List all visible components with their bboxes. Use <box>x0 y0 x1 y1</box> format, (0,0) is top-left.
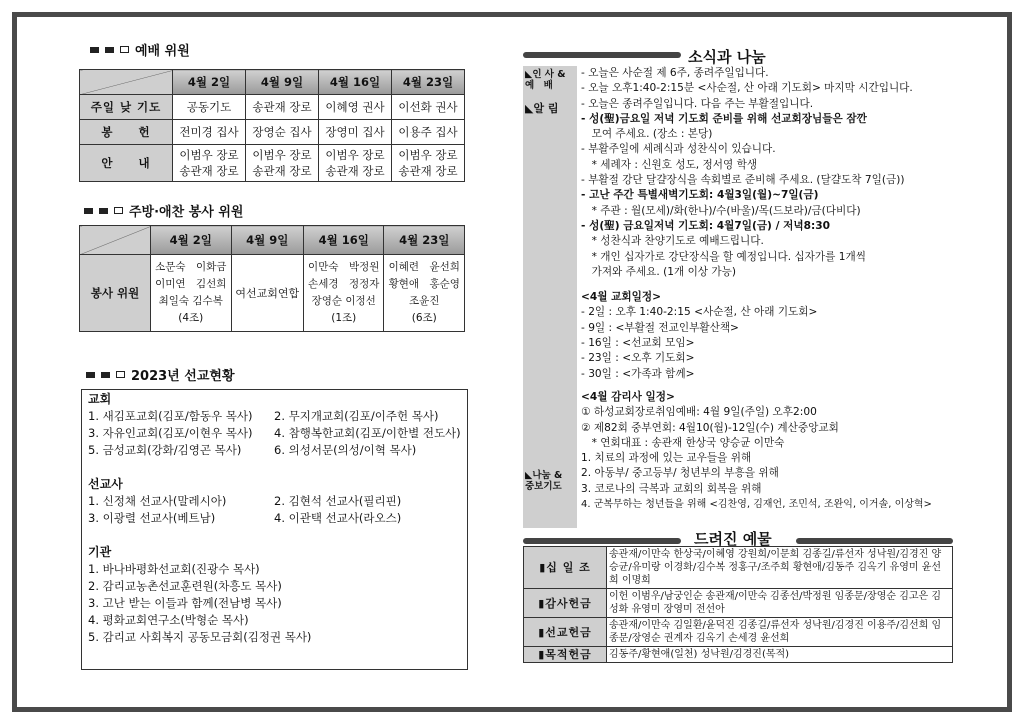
notice-line: - 고난 주간 특별새벽기도회: 4월3일(월)~7일(금) <box>581 189 819 202</box>
offering-label-purpose: ▮목적헌금 <box>524 647 607 663</box>
date-header: 4월 23일 <box>384 226 465 255</box>
april-line: - 9일 : <부활절 전교인부활산책> <box>581 321 739 334</box>
april-line: - 2일 : 오후 1:40-2:15 <사순절, 산 아래 기도회> <box>581 306 818 319</box>
bullet-square-icon <box>84 208 93 214</box>
offering-names: 이헌 이범우/남궁인순 송관재/이만숙 김종선/박정원 임종문/장영순 김고은 김성화 유영미 장영미 전선아 <box>607 589 953 618</box>
greeting-line: - 오늘은 사순절 제 6주, 종려주일입니다. <box>581 67 769 79</box>
service-table <box>79 225 465 332</box>
worship-heading-text: 예배 위원 <box>135 44 190 59</box>
bullet-square-icon <box>86 372 95 378</box>
service-heading <box>84 201 243 220</box>
table-cell: 이범우 장로 송관재 장로 <box>173 145 246 182</box>
bullet-square-outline-icon <box>116 371 125 378</box>
table-cell: 이혜련 윤선희 황현애 홍순영 조윤진 (6조) <box>384 255 465 332</box>
list-item-text: 4. 이관택 선교사(라오스) <box>274 511 402 525</box>
triangle-icon: ◣ <box>525 470 533 481</box>
offering-label-thanks: ▮감사헌금 <box>524 589 607 618</box>
notice-line: * 세례자 : 신원호 성도, 정서영 학생 <box>581 158 758 171</box>
table-cell: 이범우 장로 송관재 장로 <box>392 145 465 182</box>
notice-line: * 개인 십자가로 강단장식을 할 예정입니다. 십자가를 1개씩 <box>581 250 866 263</box>
date-header: 4월 9일 <box>231 226 303 255</box>
date-header: 4월 2일 <box>173 70 246 95</box>
table-cell: 전미경 집사 <box>173 120 246 145</box>
district-line: ② 제82회 중부연회: 4월10(월)-12일(수) 계산중앙교회 <box>581 421 839 434</box>
notice-line: - 성(聖) 금요일저녁 기도회: 4월7일(금) / 저녁8:30 <box>581 219 830 232</box>
title-bar <box>523 52 681 58</box>
bullet-square-outline-icon <box>114 207 123 214</box>
row-label-service: 봉사 위원 <box>80 255 151 332</box>
list-item <box>88 425 461 442</box>
list-item-text: 3. 자유인교회(김포/이현우 목사) <box>88 426 253 440</box>
offering-names: 송관재/이만숙 김일환/윤덕진 김종길/류선자 성낙원/김경진 이용주/김선희 임종문/장영순 권계자 김옥기 손세경 윤선희 <box>607 618 953 647</box>
table-cell: 이만숙 박정원 손세경 정정자 장영순 이정선 (1조) <box>303 255 384 332</box>
table-cell: 장영미 집사 <box>319 120 392 145</box>
april-line: - 30일 : <가족과 함께> <box>581 367 695 380</box>
april-line: - 23일 : <오후 기도회> <box>581 352 695 365</box>
worship-heading <box>90 40 190 59</box>
offerings-title: 드려진 예물 <box>694 530 772 548</box>
notice-line: 모여 주세요. (장소 : 본당) <box>581 128 713 141</box>
table-cell: 이혜영 권사 <box>319 95 392 120</box>
news-title: 소식과 나눔 <box>688 48 766 66</box>
april-title: <4월 교회일정> <box>581 291 661 304</box>
table-cell: 이선화 권사 <box>392 95 465 120</box>
list-item: 4. 평화교회연구소(박형순 목사) <box>88 613 249 627</box>
list-item: 2. 감리교농촌선교훈련원(차흥도 목사) <box>88 579 282 593</box>
bullet-square-outline-icon <box>120 46 129 53</box>
date-header: 4월 16일 <box>303 226 384 255</box>
date-header: 4월 9일 <box>246 70 319 95</box>
label-notices <box>525 103 559 114</box>
list-item: 3. 고난 받는 이들과 함께(전남병 목사) <box>88 596 282 610</box>
news-sidebar <box>523 66 577 528</box>
list-item-text: 4. 참행복한교회(김포/이한별 전도사) <box>274 426 461 440</box>
label-greeting-text: 인 사 & 예 배 <box>525 69 566 91</box>
list-item <box>88 442 461 459</box>
mission-heading <box>86 365 235 384</box>
date-header: 4월 23일 <box>392 70 465 95</box>
table-cell: 송관재 장로 <box>246 95 319 120</box>
date-header: 4월 2일 <box>151 226 232 255</box>
prayer-line: 1. 치료의 과정에 있는 교우들을 위해 <box>581 452 752 465</box>
row-label-usher: 안 내 <box>80 145 173 182</box>
bullet-square-icon <box>90 47 99 53</box>
notice-line: * 성찬식과 찬양기도로 예배드립니다. <box>581 235 764 248</box>
table-cell: 장영순 집사 <box>246 120 319 145</box>
row-label-offering: 봉 헌 <box>80 120 173 145</box>
district-line: * 연회대표 : 송관재 한상국 양승균 이만숙 <box>581 436 785 449</box>
notice-line: - 오늘은 종려주일입니다. 다음 주는 부활절입니다. <box>581 97 814 110</box>
triangle-icon: ◣ <box>525 69 533 80</box>
notice-line: - 성(聖)금요일 저녁 기도회 준비를 위해 선교회장님들은 잠깐 <box>581 112 867 125</box>
list-item: 5. 감리교 사회복지 공동모금회(김정권 목사) <box>88 630 312 644</box>
list-item: 1. 바나바평화선교회(진광수 목사) <box>88 562 260 576</box>
list-item-text: 6. 의성서문(의성/이혁 목사) <box>274 443 417 457</box>
bullet-square-icon <box>99 208 108 214</box>
april-line: - 16일 : <선교회 모임> <box>581 337 695 350</box>
worship-table <box>79 69 465 182</box>
mission-heading-text: 2023년 선교현황 <box>131 369 235 384</box>
triangle-icon: ◣ <box>525 102 534 115</box>
list-item <box>88 493 461 510</box>
prayer-line: 4. 군복무하는 청년들을 위해 <김찬영, 김재언, 조민석, 조완익, 이거솔, 이상혁> <box>581 499 932 511</box>
table-cell: 소문숙 이화금 이미연 김선희 최일숙 김수복 (4조) <box>151 255 232 332</box>
list-item-text: 2. 김현석 선교사(필리핀) <box>274 494 402 508</box>
table-row <box>524 647 953 663</box>
table-row <box>524 589 953 618</box>
table-cell: 이범우 장로 송관재 장로 <box>319 145 392 182</box>
service-heading-text: 주방·애찬 봉사 위원 <box>129 205 244 220</box>
list-item-text: 1. 새김포교회(김포/함동우 목사) <box>88 409 253 423</box>
table-row <box>524 547 953 589</box>
label-prayer-text: 나눔 & 중보기도 <box>525 470 563 492</box>
bullet-square-icon <box>105 47 114 53</box>
title-bar <box>796 538 953 544</box>
news-section <box>523 66 949 528</box>
table-cell: 이범우 장로 송관재 장로 <box>246 145 319 182</box>
bullet-square-icon <box>101 372 110 378</box>
list-item-text: 3. 이광렬 선교사(베트남) <box>88 511 216 525</box>
table-row <box>524 618 953 647</box>
table-cell: 여선교회연합 <box>231 255 303 332</box>
list-item-text: 5. 금성교회(강화/김영곤 목사) <box>88 443 242 457</box>
row-label-prayer: 주일 낮 기도 <box>80 95 173 120</box>
list-item-text: 1. 신정채 선교사(말레시아) <box>88 494 227 508</box>
list-item <box>88 408 461 425</box>
district-title: <4월 감리사 일정> <box>581 390 675 403</box>
prayer-line: 2. 아동부/ 중고등부/ 청년부의 부흥을 위해 <box>581 467 779 480</box>
greeting-line <box>581 81 953 96</box>
table-cell: 공동기도 <box>173 95 246 120</box>
greeting-line-text: - 오늘 오후1:40-2:15분 <사순절, 산 아래 기도회> 마지막 시간입니다. <box>581 82 913 95</box>
offering-label-mission: ▮선교헌금 <box>524 618 607 647</box>
notice-line: 가져와 주세요. (1개 이상 가능) <box>581 265 737 278</box>
title-bar <box>523 538 681 544</box>
prayer-line: 3. 코로나의 극복과 교회의 회복을 위해 <box>581 482 762 495</box>
table-corner <box>80 70 173 95</box>
offerings-table <box>523 546 953 663</box>
orgs-title: 기관 <box>88 545 112 559</box>
offering-names: 송관재/이만숙 한상국/이혜영 강원희/이문희 김종길/류선자 성낙원/김경진 양승균/유미랑 이경화/김수복 정홍구/조주희 황현애/김동주 김옥기 유영미 윤선희 이명희 <box>607 547 953 589</box>
churches-title: 교회 <box>88 392 112 406</box>
notice-line: - 부활주일에 세례식과 성찬식이 있습니다. <box>581 143 776 156</box>
notice-line: - 부활절 강단 달걀장식을 속회별로 준비해 주세요. (달걀도착 7일(금)) <box>581 174 905 187</box>
offering-label-tithe: ▮십 일 조 <box>524 547 607 589</box>
date-header: 4월 16일 <box>319 70 392 95</box>
news-content <box>581 66 953 512</box>
notice-line: * 주관 : 월(모세)/화(한나)/수(바울)/목(드보라)/금(다비다) <box>581 204 861 217</box>
table-corner <box>80 226 151 255</box>
list-item <box>88 510 461 527</box>
label-greeting <box>525 69 566 91</box>
table-cell: 이용주 집사 <box>392 120 465 145</box>
list-item-text: 2. 무지개교회(김포/이주헌 목사) <box>274 409 439 423</box>
missionaries-title: 선교사 <box>88 477 123 491</box>
label-notices-text: 알 림 <box>533 102 559 115</box>
label-prayer <box>525 470 562 492</box>
district-line: ① 하성교회장로취임예배: 4월 9일(주일) 오후2:00 <box>581 406 817 419</box>
mission-box <box>81 389 468 670</box>
offering-names: 김동주/황현애(일천) 성낙원/김경진(목적) <box>607 647 953 663</box>
